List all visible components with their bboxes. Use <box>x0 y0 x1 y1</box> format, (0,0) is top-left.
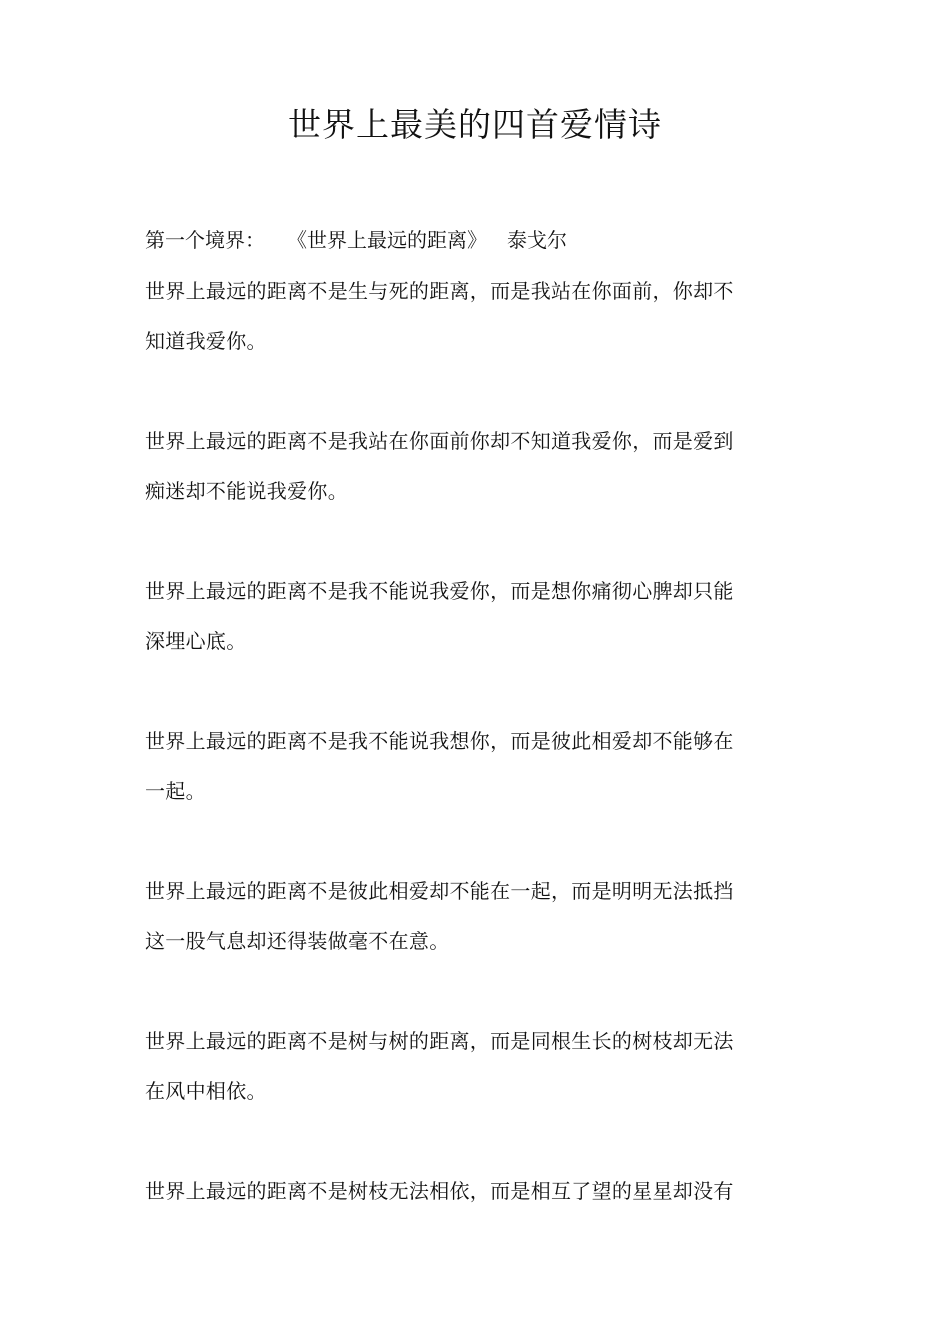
stanza <box>145 1016 797 1166</box>
poem-line: 世界上最远的距离不是树枝无法相依，而是相互了望的星星却没有 <box>145 1179 734 1203</box>
section-label: 第一个境界： <box>145 228 265 252</box>
poem-line: 世界上最远的距离不是我站在你面前你却不知道我爱你，而是爱到 <box>145 429 734 453</box>
poem-author: 泰戈尔 <box>507 228 567 252</box>
poem-line: 这一股气息却还得装做毫不在意。 <box>145 929 450 953</box>
poem-line: 痴迷却不能说我爱你。 <box>145 479 348 503</box>
stanza <box>145 416 797 566</box>
stanza <box>145 716 797 866</box>
poem-line: 深埋心底。 <box>145 629 247 653</box>
poem-line: 一起。 <box>145 779 206 803</box>
poem-line: 世界上最远的距离不是树与树的距离，而是同根生长的树枝却无法 <box>145 1029 734 1053</box>
poem-line: 世界上最远的距离不是我不能说我爱你，而是想你痛彻心脾却只能 <box>145 579 734 603</box>
poem-line: 在风中相依。 <box>145 1079 267 1103</box>
poem-body <box>145 266 797 1316</box>
poem-line: 世界上最远的距离不是我不能说我想你，而是彼此相爱却不能够在 <box>145 729 734 753</box>
section-heading <box>145 225 567 255</box>
stanza <box>145 1166 797 1316</box>
document-title: 世界上最美的四首爱情诗 <box>288 105 662 144</box>
poem-title: 《世界上最远的距离》 <box>287 228 487 252</box>
poem-line: 世界上最远的距离不是彼此相爱却不能在一起，而是明明无法抵挡 <box>145 879 734 903</box>
stanza <box>145 866 797 1016</box>
poem-line: 知道我爱你。 <box>145 329 267 353</box>
stanza <box>145 266 797 416</box>
stanza <box>145 566 797 716</box>
poem-line: 世界上最远的距离不是生与死的距离，而是我站在你面前，你却不 <box>145 279 734 303</box>
